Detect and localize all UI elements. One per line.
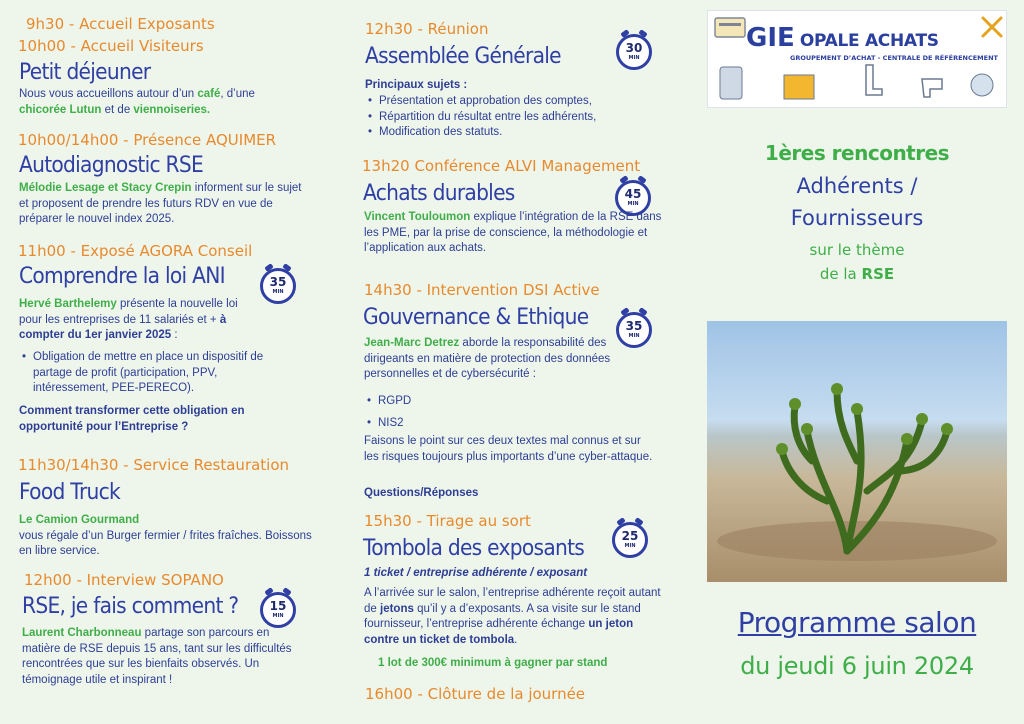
- list-item: • Répartition du résultat entre les adhérents,: [365, 110, 665, 126]
- section-text-gouvernance-2: Faisons le point sur ces deux textes mal connus et sur les risques toujours plus importants d’une cyber-attaque.: [364, 435, 653, 463]
- text-fragment: .: [514, 633, 518, 646]
- section-title-autodiagnostic: Autodiagnostic RSE: [19, 153, 204, 178]
- section-question-loi-ani: Comment transformer cette obligation en opportunité pour l’Entreprise ?: [19, 405, 245, 433]
- section-time-reunion: 12h30 - Réunion: [365, 20, 489, 38]
- products-icons: [716, 61, 1002, 105]
- text-fragment: présente la nouvelle loi pour les entreprises de 11 salariés et +: [19, 298, 238, 326]
- section-title-petit-dejeuner: Petit déjeuner: [19, 60, 151, 85]
- speaker-name: Mélodie Lesage et Stacy Crepin: [19, 182, 192, 194]
- headline-block: [707, 140, 1007, 284]
- section-text-autodiagnostic: [19, 181, 314, 228]
- section-time-aquimer: 10h00/14h00 - Présence AQUIMER: [18, 131, 277, 149]
- text-highlight: chicorée Lutun: [19, 103, 102, 116]
- section-title-rse: RSE, je fais comment ?: [22, 594, 239, 619]
- section-title-food-truck: Food Truck: [19, 480, 120, 505]
- text-fragment: et de: [101, 103, 134, 116]
- text-emphasis: RSE: [861, 265, 895, 283]
- speaker-name: Hervé Barthelemy: [19, 298, 117, 310]
- list-item: • NIS2: [364, 412, 564, 434]
- timer-unit: MIN: [628, 333, 640, 339]
- section-title-loi-ani: Comprendre la loi ANI: [19, 264, 225, 289]
- section-time-accueil-exposants: 9h30 - Accueil Exposants: [26, 15, 215, 33]
- timer-value: 15: [269, 599, 287, 613]
- speaker-name: Jean-Marc Detrez: [364, 337, 460, 349]
- text-highlight: café: [197, 88, 221, 100]
- text-fragment: partage son parcours en matière de RSE depuis 15 ans, tant sur les difficultés rencontrées que sur les bienfaits observés. Un témoignage utile et inspirant !: [22, 627, 292, 686]
- timer-value: 30: [625, 41, 643, 55]
- text-fragment: Nous vous accueillons autour d’un: [19, 88, 198, 100]
- speaker-name: Vincent Touloumon: [364, 211, 471, 223]
- tools-icon: [980, 15, 1004, 39]
- timer-value: 45: [624, 187, 642, 201]
- programme-title: Programme salon: [737, 606, 977, 639]
- text-fragment: A l’arrivée sur le salon, l’entreprise adhérente reçoit autant de: [364, 587, 661, 615]
- bullet-list-gouvernance: [364, 390, 564, 434]
- section-title-tombola: Tombola des exposants: [363, 536, 585, 561]
- section-prize: 1 lot de 300€ minimum à gagner par stand: [378, 657, 608, 669]
- text-emphasis: jetons: [380, 602, 414, 615]
- logo-gie: GIE: [746, 23, 795, 53]
- section-text-petit-dejeuner: [19, 87, 309, 118]
- headline-line3: Fournisseurs: [790, 206, 924, 230]
- section-time-restauration: 11h30/14h30 - Service Restauration: [18, 456, 290, 474]
- section-time-cloture: 16h00 - Clôture de la journée: [365, 685, 586, 703]
- list-item: • Obligation de mettre en place un dispositif de partage de profit (participation, PPV, intéressement, PEE-PERECO).: [19, 350, 289, 397]
- headline-line5: [707, 264, 1007, 284]
- text-fragment: qu’il y a d’exposants. A sa visite sur le stand fournisseur, l’entreprise adhérente échange: [364, 602, 641, 630]
- logo-icon: [707, 10, 1007, 108]
- headline-line4: sur le thème: [809, 241, 905, 259]
- speaker-name: Laurent Charbonneau: [22, 627, 142, 639]
- headline-line2: Adhérents /: [796, 174, 918, 198]
- timer-unit: MIN: [627, 201, 639, 207]
- text-fragment: vous régale d’un Burger fermier / frites fraîches. Boissons en libre service.: [19, 529, 312, 557]
- section-time-dsi: 14h30 - Intervention DSI Active: [364, 281, 600, 299]
- section-subtitle-tombola: 1 ticket / entreprise adhérente / exposant: [364, 567, 588, 579]
- speaker-name: Le Camion Gourmand: [19, 514, 140, 526]
- logo-name: OPALE ACHATS: [799, 31, 939, 51]
- programme-date: du jeudi 6 juin 2024: [740, 652, 974, 680]
- section-text-tombola: [364, 586, 664, 648]
- text-fragment: de la: [819, 265, 862, 283]
- list-item: • Modification des statuts.: [365, 125, 665, 141]
- timer-value: 35: [269, 275, 287, 289]
- text-fragment: , d’une: [220, 88, 255, 100]
- timer-unit: MIN: [624, 543, 636, 549]
- section-text-gouvernance: [364, 336, 619, 383]
- timer-unit: MIN: [628, 55, 640, 61]
- section-qa: Questions/Réponses: [364, 487, 479, 499]
- timer-icon: [260, 268, 296, 304]
- timer-icon: [260, 592, 296, 628]
- timer-icon: [616, 312, 652, 348]
- timer-unit: MIN: [272, 613, 284, 619]
- section-text-loi-ani: [19, 297, 259, 344]
- text-emphasis: un jeton contre un ticket de tombola: [364, 618, 634, 646]
- section-text-rse: [22, 626, 292, 688]
- timer-value: 25: [621, 529, 639, 543]
- section-time-agora: 11h00 - Exposé AGORA Conseil: [18, 242, 253, 260]
- section-title-assemblee: Assemblée Générale: [365, 44, 561, 69]
- text-fragment: :: [171, 329, 178, 341]
- section-time-tirage: 15h30 - Tirage au sort: [364, 512, 531, 530]
- timer-unit: MIN: [272, 289, 284, 295]
- timer-icon: [616, 34, 652, 70]
- section-text-achats-durables: [364, 210, 666, 257]
- section-title-achats-durables: Achats durables: [363, 181, 515, 206]
- photo-salicorne: [707, 321, 1007, 582]
- plant-illustration: [707, 321, 1007, 582]
- list-item: • RGPD: [364, 390, 564, 412]
- clipboard-icon: [714, 17, 748, 39]
- text-fragment: aborde la responsabilité des dirigeants en matière de protection des données personnelles et de cybersécurité :: [364, 337, 611, 380]
- text-fragment: informent sur le sujet et proposent de prendre les futurs RDV en vue de préparer le nouvel index 2025.: [19, 182, 302, 225]
- section-time-alvi: 13h20 Conférence ALVI Management: [362, 157, 641, 175]
- section-time-sopano: 12h00 - Interview SOPANO: [24, 571, 224, 589]
- text-fragment: explique l’intégration de la RSE dans les PME, par la prise de conscience, la méthodologie et l’application aux achats.: [364, 211, 662, 254]
- section-time-accueil-visiteurs: 10h00 - Accueil Visiteurs: [18, 37, 204, 55]
- text-emphasis: à compter du 1er janvier 2025: [19, 313, 227, 341]
- section-text-food-truck: [19, 513, 314, 560]
- bullet-list-loi-ani: [19, 350, 289, 397]
- timer-icon: [612, 522, 648, 558]
- section-subtitle-assemblee: Principaux sujets :: [365, 79, 468, 91]
- list-item: • Présentation et approbation des comptes,: [365, 94, 665, 110]
- headline-line1: 1ères rencontres: [764, 141, 950, 165]
- logo-wordmark: [746, 23, 939, 53]
- text-highlight: viennoiseries.: [133, 103, 211, 116]
- logo-tagline: GROUPEMENT D’ACHAT - CENTRALE DE RÉFÉRENCEMENT: [790, 54, 998, 62]
- timer-value: 35: [625, 319, 643, 333]
- section-title-gouvernance: Gouvernance & Ethique: [363, 305, 589, 330]
- bullet-list-assemblee: [365, 94, 665, 141]
